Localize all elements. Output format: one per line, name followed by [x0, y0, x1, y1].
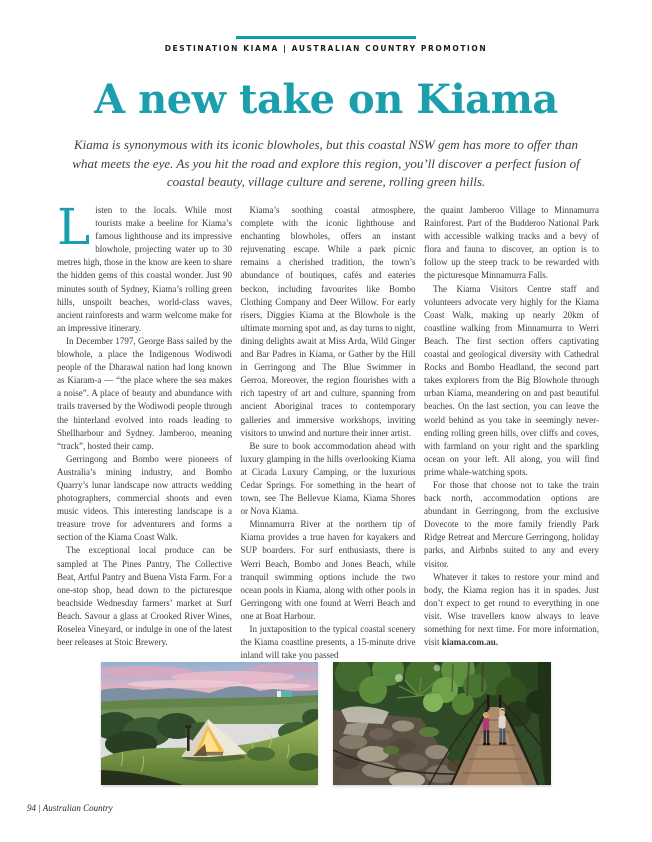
page-title: A new take on Kiama	[94, 76, 558, 123]
header-accent-rule	[236, 36, 416, 39]
body-paragraph	[424, 571, 599, 650]
body-paragraph: The exceptional local produce can be sampled at The Pines Pantry, The Collective Beat, Artful Pantry and Buena Vista Farm. For a one-stop shop, head down to the picturesque beachside Wednesday farmers’ market at Surf Beach. Savour a glass at Crooked River Wines, Roselea Vineyard, or indulge in one of the latest beer releases at Stoic Brewery.	[57, 545, 232, 648]
body-paragraph: In juxtaposition to the typical coastal scenery the Kiama coastline presents, a 15-minute drive inland will take you passed	[240, 624, 416, 661]
body-paragraph: The Kiama Visitors Centre staff and volunteers advocate very highly for the Kiama Coast Walk, making up nearly 20km of coastline walking from Minnamurra to Werri Beach. The first section offers captivating coastal and geological diversity with Cathedral Rocks and Bombo Headland, the second part takes explorers from the Big Blowhole through urban Kiama, meandering on and past beautiful beaches. On the last section, you can leave the world behind as you take in seemingly never-ending rolling green hills, over cliffs and coves, with farmland on your right and the sparkling ocean on your left. All along, you will find prime whale-watching spots.	[424, 283, 599, 477]
column-3	[424, 204, 599, 662]
glamping-tent-sunset-photo	[101, 662, 318, 785]
page-folio: 94 | Australian Country	[27, 803, 113, 813]
website-text: kiama.com.au.	[441, 637, 499, 648]
section-kicker: DESTINATION KIAMA | AUSTRALIAN COUNTRY PROMOTION	[164, 44, 488, 53]
glamping-photo-illustration	[101, 662, 318, 785]
column-1	[57, 198, 232, 662]
body-paragraph	[57, 198, 232, 335]
body-paragraph: For those that choose not to take the train back north, accommodation options are abundant in Gerringong, from the exclusive Dovecote to the more family friendly Park Ridge Retreat and Mercure Gerringong, holiday parks, and Airbnbs suited to any and every visitor.	[424, 479, 599, 569]
paragraph-text: isten to the locals. While most tourists make a beeline for Kiama’s famous lighthouse and its impressive blowhole, projecting water up to 30 metres high, those in the know are keen to share the hidden gems of this coastal wonder. Just 90 minutes south of Sydney, Kiama’s rolling green hills, unspoilt beaches, world-class waves, ancient rainforests and warm welcome make for an impressive itinerary.	[57, 205, 232, 333]
body-paragraph: Kiama’s soothing coastal atmosphere, complete with the iconic lighthouse and enchanting blowholes, offers an instant rejuvenating escape. While a park picnic remains a cherished tradition, the town’s abundance of boutiques, cafés and eateries beckon, including favourites like Bombo Clothing Company and Deer Willow. For early risers, Diggies Kiama at the Blowhole is the ultimate morning spot and, as day turns to night, dining delights await at Miss Arda, Wild Ginger and Bar Padres in Kiama, or Gather by the Hill in Gerringong and The Blue Swimmer in Gerroa. Moreover, the region flourishes with a rich tapestry of art and culture, spanning from ancient Aboriginal traces to contemporary galleries and immersive workshops, inviting visitors to unwind and nurture their inner artist.	[240, 205, 416, 438]
body-paragraph: the quaint Jamberoo Village to Minnamurra Rainforest. Part of the Budderoo National Park with accessible walking tracks and a bevy of flora and fauna to discover, an option is to follow up the steep track to be rewarded with the picturesque Minnamurra Falls.	[424, 205, 599, 281]
bridge-photo-illustration	[333, 662, 551, 785]
drop-cap: L	[57, 198, 91, 256]
rainforest-suspension-bridge-photo	[333, 662, 551, 785]
column-2	[241, 204, 416, 662]
body-paragraph: In December 1797, George Bass sailed by the blowhole, a place the Indigenous Wodiwodi people of the Dharawal nation had long known as Kiaram-a — “the place where the sea makes a noise”. A place of beauty and abundance with trails traversed by the Wodiwodi people through the hinterland evolved into roads leading to Shellharbour and Sydney. Jamberoo, meaning “track”, hosted their camp.	[57, 335, 232, 451]
body-paragraph: Be sure to book accommodation ahead with luxury glamping in the hills overlooking Kiama at Cicada Luxury Camping, or the luxurious Cedar Springs. For something in the heart of town, see The Bellevue Kiama, Kiama Shores or Nova Kiama.	[240, 440, 416, 517]
body-paragraph: Gerringong and Bombo were pioneers of Australia’s mining industry, and Bombo Quarry’s lunar landscape now attracts wedding photographers, commercial shoots and even music videos. This interesting landscape is a treasure trove for adventurers and forms a section of the Kiama Coast Walk.	[57, 453, 232, 543]
paragraph-text: Whatever it takes to restore your mind and body, the Kiama region has it in spades. Just don’t expect to get round to everything in one visit. Wise travellers know always to leave something for next time. For more information, visit	[424, 571, 599, 648]
body-paragraph: Minnamurra River at the northern tip of Kiama provides a true haven for kayakers and SUP boarders. For surf enthusiasts, there is Werri Beach, Bombo and Jones Beach, while tranquil swimming options include the two ocean pools in Kiama, along with other pools in Gerringong with one found at Werri Beach and one at Boat Harbour.	[240, 519, 416, 621]
article-body	[57, 198, 599, 662]
standfirst: Kiama is synonymous with its iconic blowholes, but this coastal NSW gem has more to offer than what meets the eye. As you hit the road and explore this region, you’ll discover a perfect fusion of coastal beauty, village culture and serene, rolling green hills.	[72, 137, 580, 190]
